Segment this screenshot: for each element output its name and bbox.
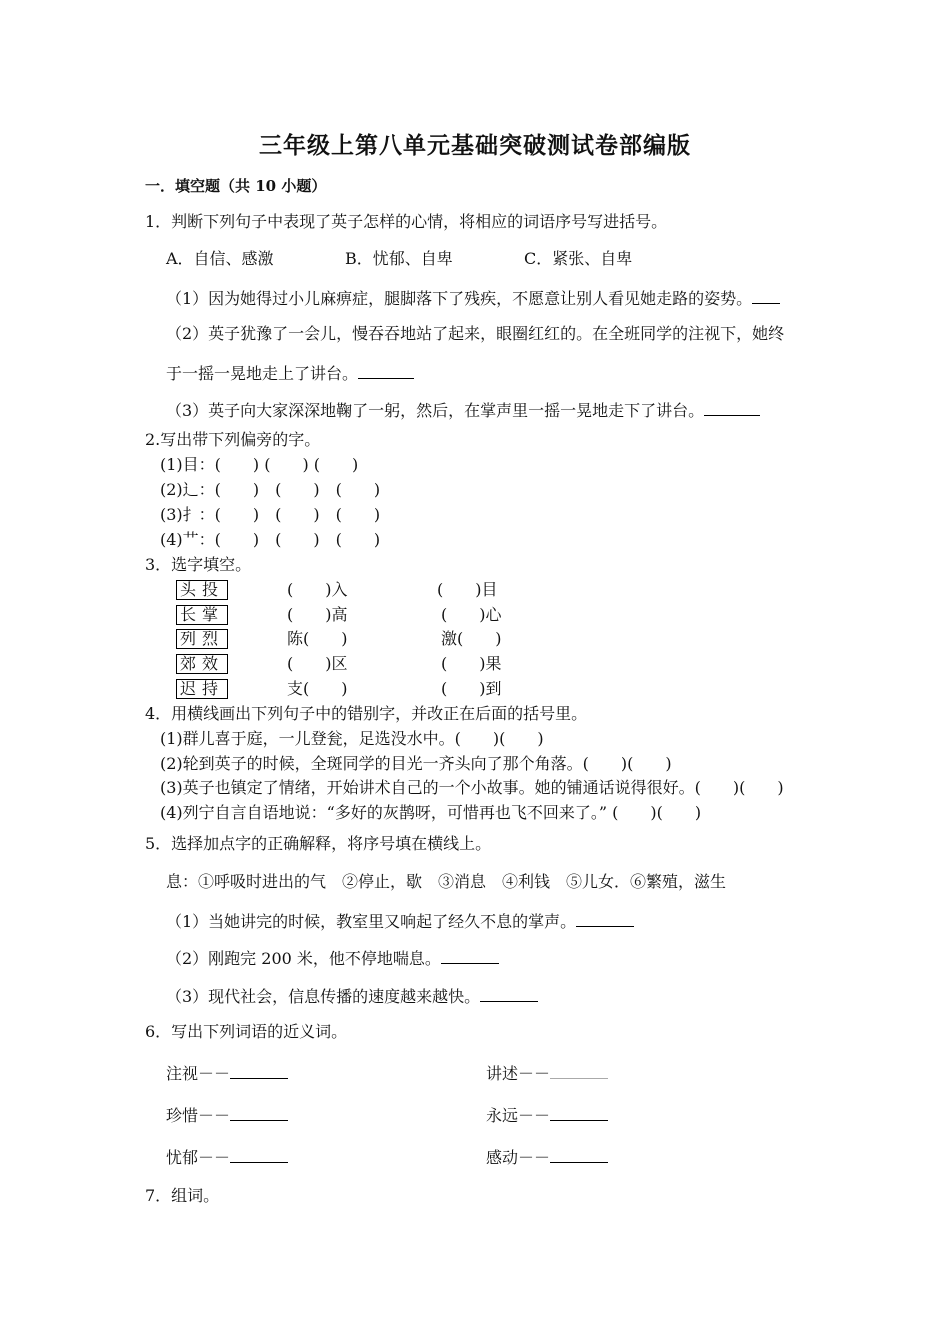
q5-sentence-1 bbox=[166, 910, 634, 932]
q5-sentence-2 bbox=[166, 947, 499, 969]
q4-sentence-3: (3)英子也镇定了情绪，开始讲术自己的一个小故事。她的铺通话说得很好。( )( ) bbox=[160, 778, 784, 797]
q6-word-5 bbox=[166, 1146, 288, 1168]
q6-word-2 bbox=[486, 1062, 608, 1084]
q5-stem: 5．选择加点字的正确解释，将序号填在横线上。 bbox=[145, 834, 492, 853]
q6-word-2-text: 讲述－－ bbox=[486, 1064, 551, 1083]
q5-sentence-3-text: （3）现代社会，信息传播的速度越来越快。 bbox=[166, 987, 481, 1006]
q4-sentence-1: (1)群儿喜于庭，一儿登瓮，足选没水中。( )( ) bbox=[160, 729, 544, 748]
q2-stem: 2.写出带下列偏旁的字。 bbox=[145, 430, 321, 449]
q6-word-1-text: 注视－－ bbox=[166, 1064, 231, 1083]
q7-stem: 7．组词。 bbox=[145, 1186, 220, 1205]
q6-word-1 bbox=[166, 1062, 288, 1084]
q1-stem: 1．判断下列句子中表现了英子怎样的心情，将相应的词语序号写进括号。 bbox=[145, 212, 668, 231]
q3-fill-b: 激( ) bbox=[441, 629, 502, 648]
answer-blank[interactable] bbox=[230, 1104, 288, 1121]
q1-sentence-2b bbox=[166, 362, 414, 384]
q3-stem: 3．选字填空。 bbox=[145, 555, 252, 574]
q6-word-3 bbox=[166, 1104, 288, 1126]
q6-stem: 6．写出下列词语的近义词。 bbox=[145, 1022, 348, 1041]
answer-blank[interactable] bbox=[550, 1104, 608, 1121]
q4-stem: 4．用横线画出下列句子中的错别字，并改正在后面的括号里。 bbox=[145, 704, 588, 723]
q6-word-5-text: 忧郁－－ bbox=[166, 1148, 231, 1167]
q3-fill-a: ( )区 bbox=[287, 654, 348, 673]
q6-word-6 bbox=[486, 1146, 608, 1168]
q3-fill-a: 陈( ) bbox=[287, 629, 348, 648]
q6-word-4-text: 永远－－ bbox=[486, 1106, 551, 1125]
q3-char-box: 列烈 bbox=[176, 629, 228, 649]
answer-blank[interactable] bbox=[480, 985, 538, 1002]
q2-row-2: (2)辶：( ) ( ) ( ) bbox=[160, 480, 381, 499]
q3-char-box: 长掌 bbox=[176, 605, 228, 625]
q1-option-c: C．紧张、自卑 bbox=[524, 249, 633, 268]
q3-char-box: 迟持 bbox=[176, 679, 228, 699]
q3-fill-a: ( )高 bbox=[287, 605, 348, 624]
q2-row-3: (3)扌：( ) ( ) ( ) bbox=[160, 505, 381, 524]
page-title: 三年级上第八单元基础突破测试卷部编版 bbox=[259, 132, 691, 159]
q6-word-3-text: 珍惜－－ bbox=[166, 1106, 231, 1125]
q1-sentence-2b-text: 于一摇一晃地走上了讲台。 bbox=[166, 364, 359, 383]
q6-word-6-text: 感动－－ bbox=[486, 1148, 551, 1167]
q1-option-b: B．忧郁、自卑 bbox=[345, 249, 453, 268]
q3-fill-a: 支( ) bbox=[287, 679, 348, 698]
q5-options: 息：①呼吸时进出的气 ②停止，歇 ③消息 ④利钱 ⑤儿女．⑥繁殖，滋生 bbox=[166, 872, 727, 891]
answer-blank[interactable] bbox=[230, 1146, 288, 1163]
q1-sentence-2a: （2）英子犹豫了一会儿，慢吞吞地站了起来，眼圈红红的。在全班同学的注视下，她终 bbox=[166, 324, 785, 343]
q3-fill-b: ( )果 bbox=[441, 654, 502, 673]
q2-row-1: (1)目：( ) ( ) ( ) bbox=[160, 455, 359, 474]
section-title: 一．填空题（共 10 小题） bbox=[145, 177, 327, 195]
answer-blank[interactable] bbox=[752, 287, 780, 304]
q3-char-box: 头投 bbox=[176, 580, 228, 600]
answer-blank[interactable] bbox=[576, 910, 634, 927]
q4-sentence-4: (4)列宁自言自语地说：“多好的灰鹊呀，可惜再也飞不回来了。” ( )( ) bbox=[160, 803, 702, 822]
q1-sentence-1-text: （1）因为她得过小儿麻痹症，腿脚落下了残疾，不愿意让别人看见她走路的姿势。 bbox=[166, 289, 753, 308]
answer-blank[interactable] bbox=[550, 1146, 608, 1163]
q3-fill-b: ( )目 bbox=[437, 580, 498, 599]
q2-row-4: (4)艹：( ) ( ) ( ) bbox=[160, 530, 381, 549]
q6-word-4 bbox=[486, 1104, 608, 1126]
answer-blank[interactable] bbox=[230, 1062, 288, 1079]
q5-sentence-3 bbox=[166, 985, 538, 1007]
answer-blank[interactable] bbox=[441, 947, 499, 964]
q3-fill-a: ( )入 bbox=[287, 580, 348, 599]
q1-sentence-3 bbox=[166, 399, 760, 421]
q1-option-a: A．自信、感激 bbox=[166, 249, 274, 268]
q5-sentence-2-text: （2）刚跑完 200 米，他不停地喘息。 bbox=[166, 949, 441, 968]
q4-sentence-2: (2)轮到英子的时候，全斑同学的目光一齐头向了那个角落。( )( ) bbox=[160, 754, 672, 773]
q3-fill-b: ( )到 bbox=[441, 679, 502, 698]
q1-sentence-3-text: （3）英子向大家深深地鞠了一躬，然后，在掌声里一摇一晃地走下了讲台。 bbox=[166, 401, 705, 420]
answer-blank[interactable] bbox=[550, 1062, 608, 1079]
q5-sentence-1-text: （1）当她讲完的时候，教室里又响起了经久不息的掌声。 bbox=[166, 912, 577, 931]
answer-blank[interactable] bbox=[704, 399, 760, 416]
q3-char-box: 郊效 bbox=[176, 654, 228, 674]
answer-blank[interactable] bbox=[358, 362, 414, 379]
q1-sentence-1 bbox=[166, 287, 780, 309]
q3-fill-b: ( )心 bbox=[441, 605, 502, 624]
